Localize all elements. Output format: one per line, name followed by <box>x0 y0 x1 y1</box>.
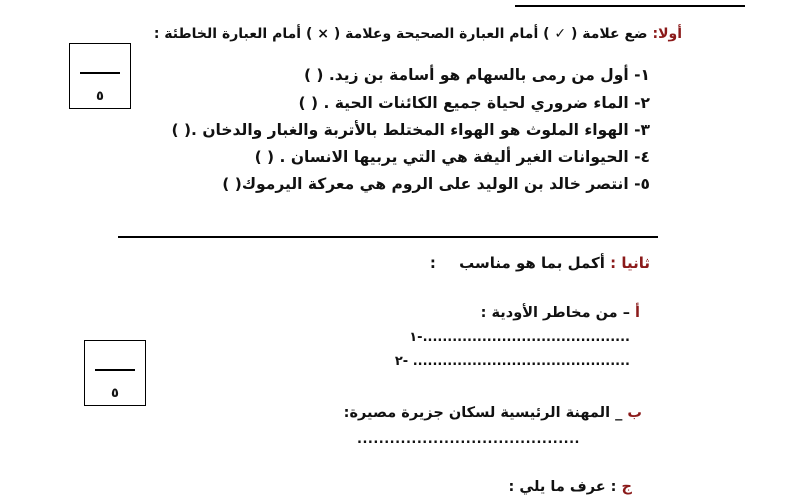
answer-dots[interactable]: ............................................ <box>412 354 630 369</box>
section1-score: ٥ <box>96 89 104 104</box>
answer-blank[interactable]: ) <box>222 175 230 193</box>
section1-label: أولا: <box>652 26 682 42</box>
section1-score-box <box>69 43 131 109</box>
section2-heading <box>430 254 650 272</box>
question-b-answer[interactable]: ......................................... <box>357 432 580 447</box>
question-b <box>344 405 642 421</box>
statement-4 <box>255 148 650 166</box>
question-b-text: _ المهنة الرئيسية لسكان جزيرة مصيرة: <box>343 405 623 421</box>
question-c-label: ج <box>621 479 632 495</box>
question-a-line-2[interactable] <box>395 354 630 369</box>
statement-2 <box>298 94 650 112</box>
section1-instruction: ضع علامة ( ✓ ) أمام العبارة الصحيحة وعلامة ( × ) أمام العبارة الخاطئة : <box>153 26 648 42</box>
question-c-text: : عرف ما يلي : <box>508 479 617 495</box>
answer-dots[interactable]: .......................................... <box>422 330 630 345</box>
statement-number: ٣- <box>634 121 650 139</box>
question-a-text: – من مخاطر الأودية : <box>480 305 630 321</box>
top-rule <box>515 5 745 7</box>
statement-5 <box>222 175 650 193</box>
statement-text: الهواء الملوث هو الهواء المختلط بالأتربة والغبار والدخان .( <box>183 121 629 139</box>
answer-blank[interactable]: ) <box>171 121 179 139</box>
section-divider <box>118 236 658 238</box>
statement-3 <box>171 121 650 139</box>
statement-text: الحيوانات الغير أليفة هي التي يربيها الانسان . <box>279 148 629 166</box>
section2-score: ٥ <box>111 386 119 401</box>
question-a-label: أ <box>635 305 640 321</box>
answer-blank[interactable]: ( ) <box>298 94 319 112</box>
question-c <box>508 479 632 495</box>
statement-text: أول من رمى بالسهام هو أسامة بن زيد. <box>328 66 629 84</box>
score-line <box>95 369 135 371</box>
section2-label: ثانيا : <box>610 254 650 272</box>
answer-blank[interactable]: ( ) <box>254 148 275 166</box>
section2-colon: : <box>429 254 436 272</box>
question-b-label: ب <box>627 405 642 421</box>
statement-number: ٢- <box>634 94 650 112</box>
statement-text: انتصر خالد بن الوليد على الروم هي معركة اليرموك( <box>234 175 629 193</box>
statement-1 <box>304 66 650 84</box>
score-line <box>80 72 120 74</box>
line-number: ٢- <box>394 354 409 369</box>
statement-text: الماء ضروري لحياة جميع الكائنات الحية . <box>323 94 629 112</box>
question-a-line-1[interactable] <box>409 330 630 345</box>
section1-heading <box>154 26 682 42</box>
statement-number: ٥- <box>634 175 650 193</box>
statement-number: ٤- <box>634 148 650 166</box>
line-number: ١- <box>409 330 423 345</box>
section2-score-box <box>84 340 146 406</box>
question-a <box>481 305 640 321</box>
section2-instruction: أكمل بما هو مناسب <box>459 254 605 272</box>
answer-blank[interactable]: ( ) <box>303 66 324 84</box>
statement-number: ١- <box>634 66 650 84</box>
